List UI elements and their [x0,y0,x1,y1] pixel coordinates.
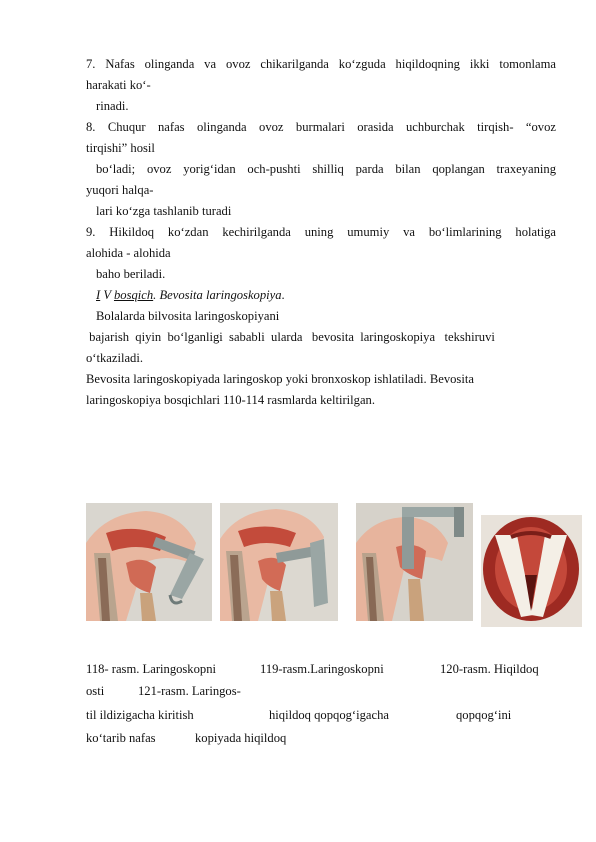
caption-120-cont3: ko‘tarib nafas [86,731,156,745]
caption-119: 119-rasm.Laringoskopni [260,662,384,676]
caption-118: 118- rasm. Laringoskopni [86,662,216,676]
text-line: lari ko‘zga tashlanib turadi [96,204,232,218]
text-line: bo‘ladi; ovoz yorig‘idan och-pushti shilliq parda bilan qoplangan traxeyaning [96,162,556,176]
text-line: alohida - alohida [86,246,171,260]
text-line: yuqori halqa- [86,183,154,197]
text-line: baho beriladi. [96,267,166,281]
caption-120: 120-rasm. Hiqildoq [440,662,539,676]
text-line: o‘tkaziladi. [86,351,143,365]
figure-118-laryngoscope-to-tongue-root [86,503,212,621]
heading-part: . Bevosita laringoskopiya [153,288,282,302]
text-line: bajarish qiyin bo‘lganligi sababli ularda bevosita laringoskopiya tekshiruvi [86,330,495,344]
section-heading [96,287,556,303]
heading-part: bosqich [113,288,154,302]
caption-121: 121-rasm. Laringos- [138,684,241,698]
figure-121-laryngoscopy-view [481,515,582,627]
text-line: rinadi. [96,99,129,113]
caption-120-cont: osti [86,684,105,698]
heading-part: . [281,288,285,302]
text-line: 7. Nafas olinganda va ovoz chikarilganda ko‘zguda hiqildoqning ikki tomonlama [86,57,556,71]
caption-121-cont: kopiyada hiqildoq [195,731,287,745]
caption-118-cont: til ildizigacha kiritish [86,708,194,722]
caption-120-cont2: qopqog‘ini [456,708,512,722]
text-line: 8. Chuqur nafas olinganda ovoz burmalari orasida uchburchak tirqish- “ovoz [86,120,556,134]
text-line: Bolalarda bilvosita laringoskopiyani [96,309,280,323]
heading-part: I [96,288,101,302]
text-line: laringoskopiya bosqichlari 110-114 rasmlarda keltirilgan. [86,393,375,407]
heading-part: V [100,288,114,302]
figure-119-laryngoscope-to-epiglottis [220,503,338,621]
text-line: harakati ko‘- [86,78,151,92]
caption-119-cont: hiqildoq qopqog‘igacha [269,708,389,722]
text-line: 9. Hikildoq ko‘zdan kechirilganda uning umumiy va bo‘limlarining holatiga [86,225,556,239]
figure-120-lifting-epiglottis [356,503,473,621]
text-line: Bevosita laringoskopiyada laringoskop yoki bronxoskop ishlatiladi. Bevosita [86,372,474,386]
text-line: tirqishi” hosil [86,141,155,155]
